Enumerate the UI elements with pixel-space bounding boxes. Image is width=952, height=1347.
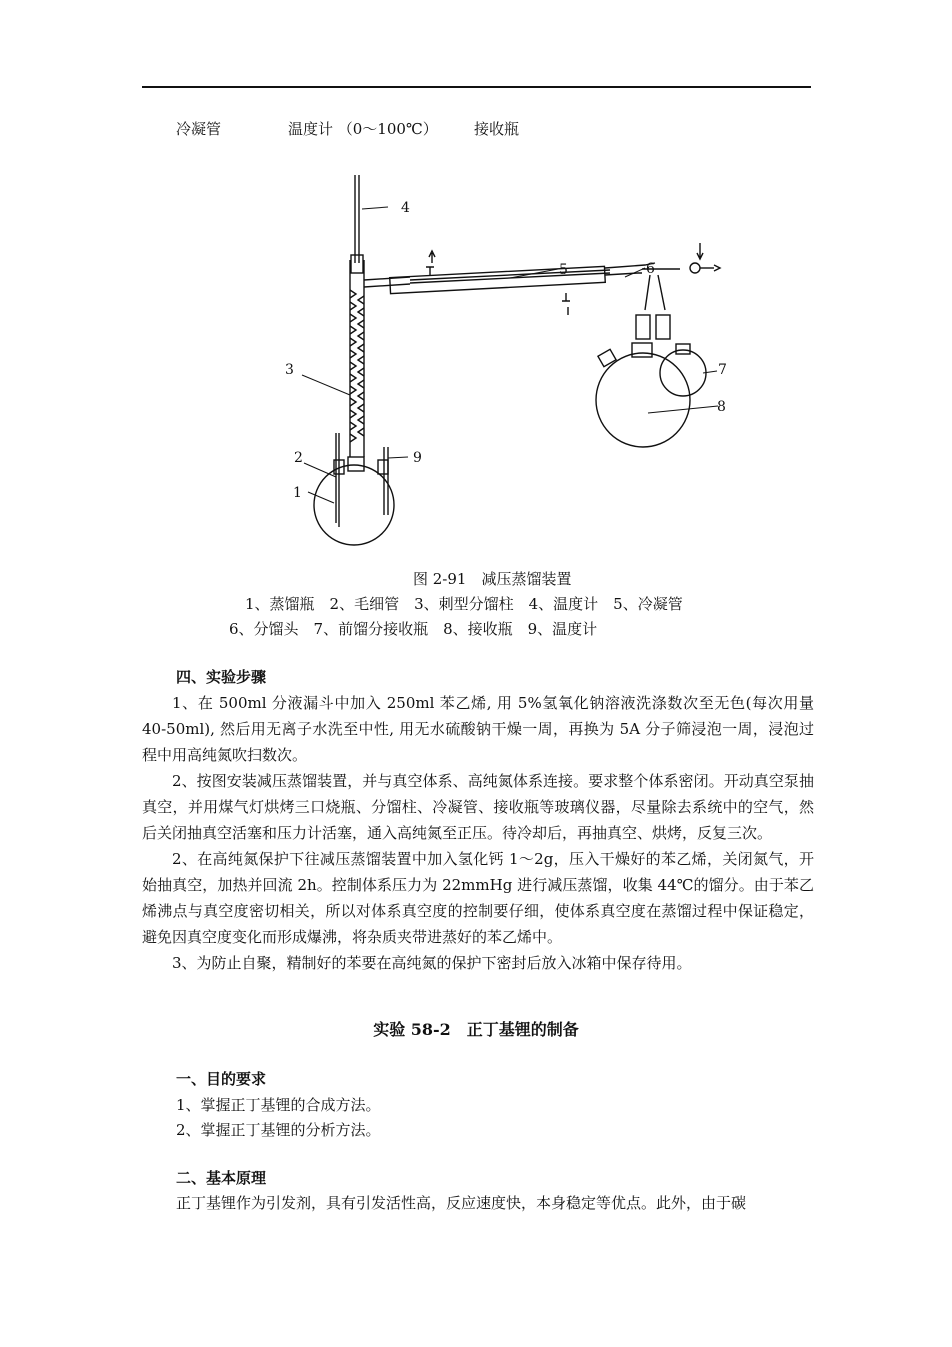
figure-legend: 1、蒸馏瓶 2、毛细管 3、刺型分馏柱 4、温度计 5、冷凝管 [245,595,683,613]
figure-label: 5 [559,262,568,278]
distillation-apparatus-figure [270,165,750,560]
experiment-title: 实验 58-2 正丁基锂的制备 [373,1020,579,1039]
equipment-item: 温度计 （0～100℃） [288,120,438,138]
procedure-steps [142,690,814,976]
top-rule [142,86,811,88]
figure-label: 6 [646,261,655,277]
step-paragraph: 1、在 500ml 分液漏斗中加入 250ml 苯乙烯, 用 5%氢氧化钠溶液洗涤数次至无色(每次用量 40-50ml), 然后用无离子水洗至中性, 用无水硫酸钠干燥一周，再换为 5A 分子筛浸泡一周，浸泡过程中用高纯氮吹扫数次。 [142,694,814,764]
step-paragraph: 3、为防止自聚，精制好的苯要在高纯氮的保护下密封后放入冰箱中保存待用。 [172,954,692,972]
equipment-item: 冷凝管 [176,120,222,138]
figure-label: 1 [293,485,302,501]
section-heading: 四、实验步骤 [176,668,267,686]
section-heading: 二、基本原理 [176,1169,267,1187]
figure-label: 8 [717,399,726,415]
equipment-item: 接收瓶 [474,120,520,138]
principle-text: 正丁基锂作为引发剂，具有引发活性高，反应速度快，本身稳定等优点。此外，由于碳 [176,1194,747,1212]
figure-label: 3 [285,362,294,378]
step-paragraph: 2、在高纯氮保护下往减压蒸馏装置中加入氢化钙 1～2g，压入干燥好的苯乙烯，关闭氮气，开始抽真空，加热并回流 2h。控制体系压力为 22mmHg 进行减压蒸馏，收集 44℃的馏分。由于苯乙烯沸点与真空度密切相关，所以对体系真空度的控制要仔细，使体系真空度在蒸馏过程中保证稳定，避免因真空度变化而形成爆沸，将杂质夹带进蒸好的苯乙烯中。 [142,850,814,946]
figure-label: 2 [294,450,303,466]
section-heading: 一、目的要求 [176,1070,267,1088]
step-paragraph: 2、按图安装减压蒸馏装置，并与真空体系、高纯氮体系连接。要求整个体系密闭。开动真空泵抽真空，并用煤气灯烘烤三口烧瓶、分馏柱、冷凝管、接收瓶等玻璃仪器，尽量除去系统中的空气，然后关闭抽真空活塞和压力计活塞，通入高纯氮至正压。待冷却后，再抽真空、烘烤，反复三次。 [142,772,814,842]
objective-item: 1、掌握正丁基锂的合成方法。 [176,1096,381,1114]
figure-caption: 图 2-91 减压蒸馏装置 [413,570,572,588]
figure-legend: 6、分馏头 7、前馏分接收瓶 8、接收瓶 9、温度计 [229,620,598,638]
objective-item: 2、掌握正丁基锂的分析方法。 [176,1121,381,1139]
figure-label: 7 [718,362,727,378]
figure-label: 4 [401,200,410,216]
figure-label: 9 [413,450,422,466]
